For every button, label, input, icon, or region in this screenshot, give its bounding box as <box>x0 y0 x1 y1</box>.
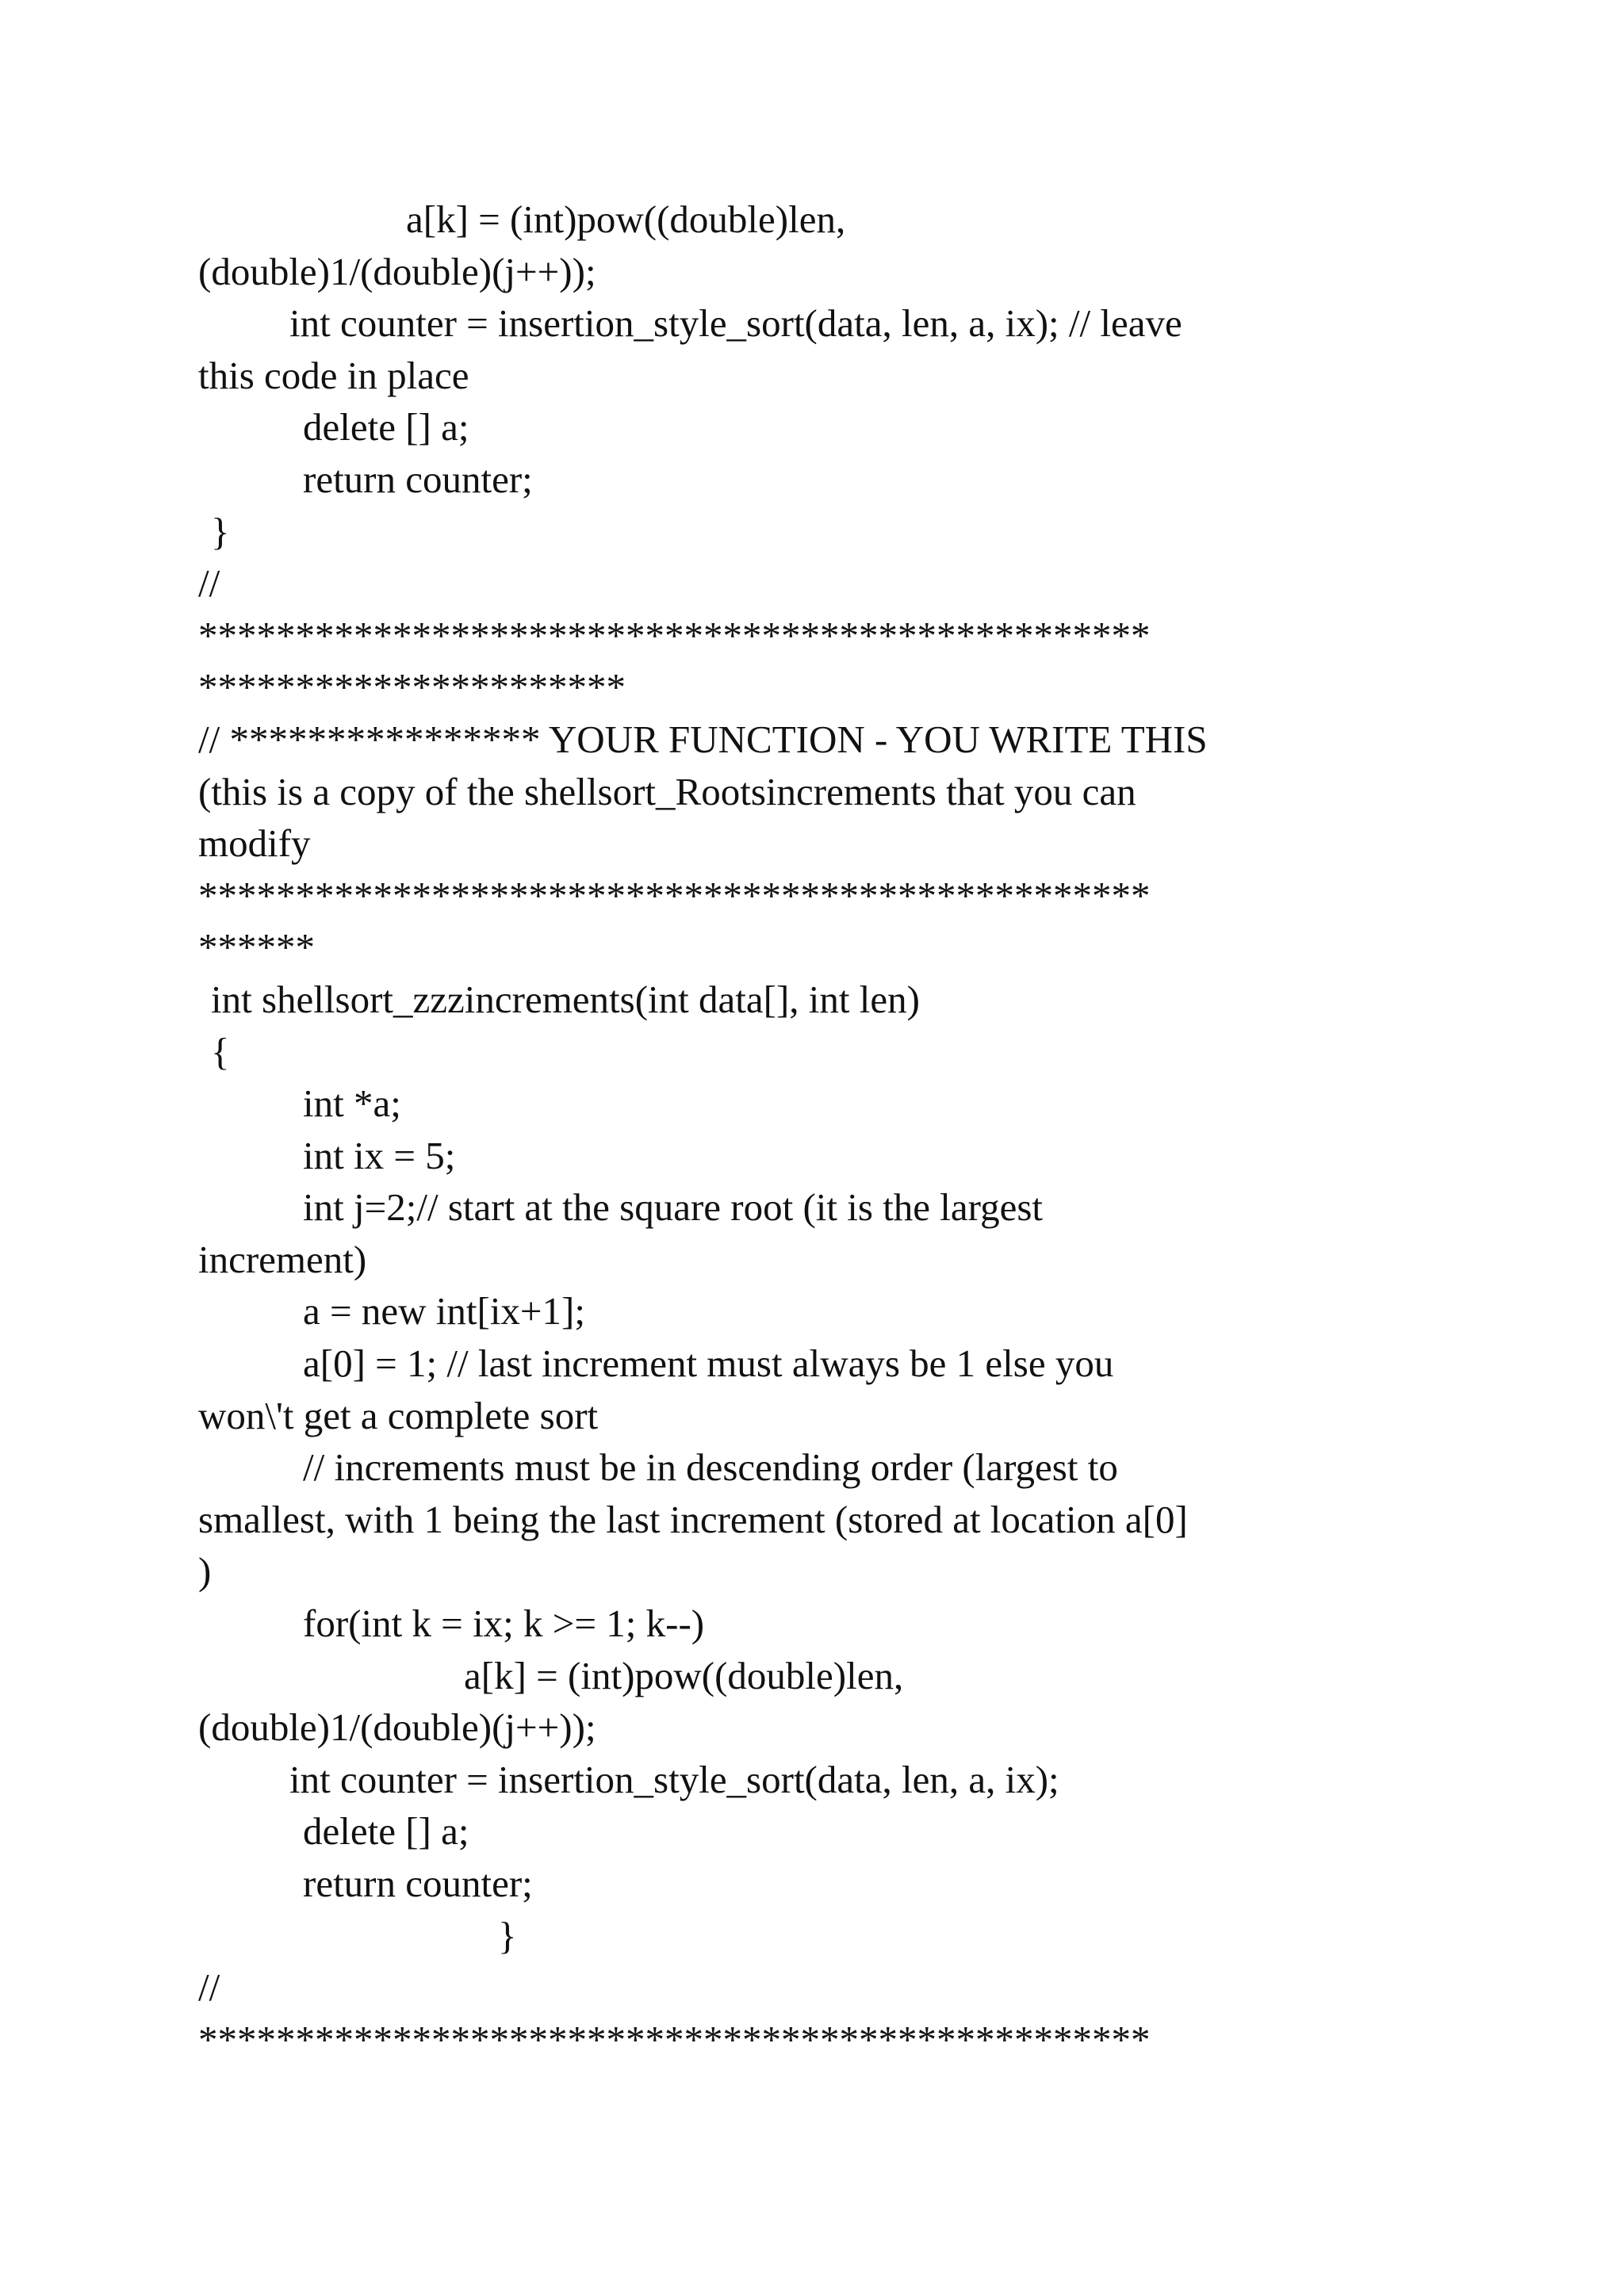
code-line: won\'t get a complete sort <box>198 1393 599 1437</box>
separator-line: ************************************************* <box>198 873 1151 917</box>
code-line: a = new int[ix+1]; <box>303 1289 585 1334</box>
code-line: increment) <box>198 1237 367 1281</box>
code-line: int counter = insertion_style_sort(data, len, a, ix); <box>289 1757 1059 1801</box>
separator-line: ****** <box>198 925 315 970</box>
code-line: a[k] = (int)pow((double)len, <box>406 197 846 241</box>
code-line: for(int k = ix; k >= 1; k--) <box>303 1601 705 1646</box>
code-line: } <box>211 509 230 553</box>
code-line: delete [] a; <box>303 405 469 450</box>
code-line: // **************** YOUR FUNCTION - YOU WRITE THIS <box>198 717 1208 761</box>
code-line: return counter; <box>303 457 533 501</box>
code-line: delete [] a; <box>303 1809 469 1854</box>
code-line: this code in place <box>198 353 469 397</box>
code-line: (double)1/(double)(j++)); <box>198 1705 596 1750</box>
code-line: int *a; <box>303 1081 401 1126</box>
code-line: int counter = insertion_style_sort(data, len, a, ix); // leave <box>289 301 1182 346</box>
code-line: int ix = 5; <box>303 1133 456 1177</box>
separator-line: ********************** <box>198 665 626 710</box>
code-line: return counter; <box>303 1862 533 1905</box>
code-line: modify <box>198 821 311 866</box>
code-line: int j=2;// start at the square root (it is the largest <box>303 1185 1044 1230</box>
code-line: { <box>211 1029 230 1073</box>
code-line: int shellsort_zzzincrements(int data[], int len) <box>211 977 920 1021</box>
code-line: // <box>198 561 220 606</box>
code-line: // increments must be in descending order (largest to <box>303 1445 1118 1490</box>
separator-line: ************************************************* <box>198 2017 1151 2061</box>
code-line: (this is a copy of the shellsort_Rootsincrements that you can <box>198 769 1136 813</box>
code-listing <box>198 193 1435 2065</box>
code-line: // <box>198 1965 220 2010</box>
code-line: smallest, with 1 being the last increment (stored at location a[0] <box>198 1497 1188 1541</box>
code-line: (double)1/(double)(j++)); <box>198 249 596 293</box>
code-line: a[k] = (int)pow((double)len, <box>464 1653 904 1697</box>
separator-line: ************************************************* <box>198 613 1151 657</box>
code-line: ) <box>198 1549 212 1594</box>
code-line: a[0] = 1; // last increment must always be 1 else you <box>303 1341 1114 1386</box>
code-line: } <box>498 1913 517 1957</box>
